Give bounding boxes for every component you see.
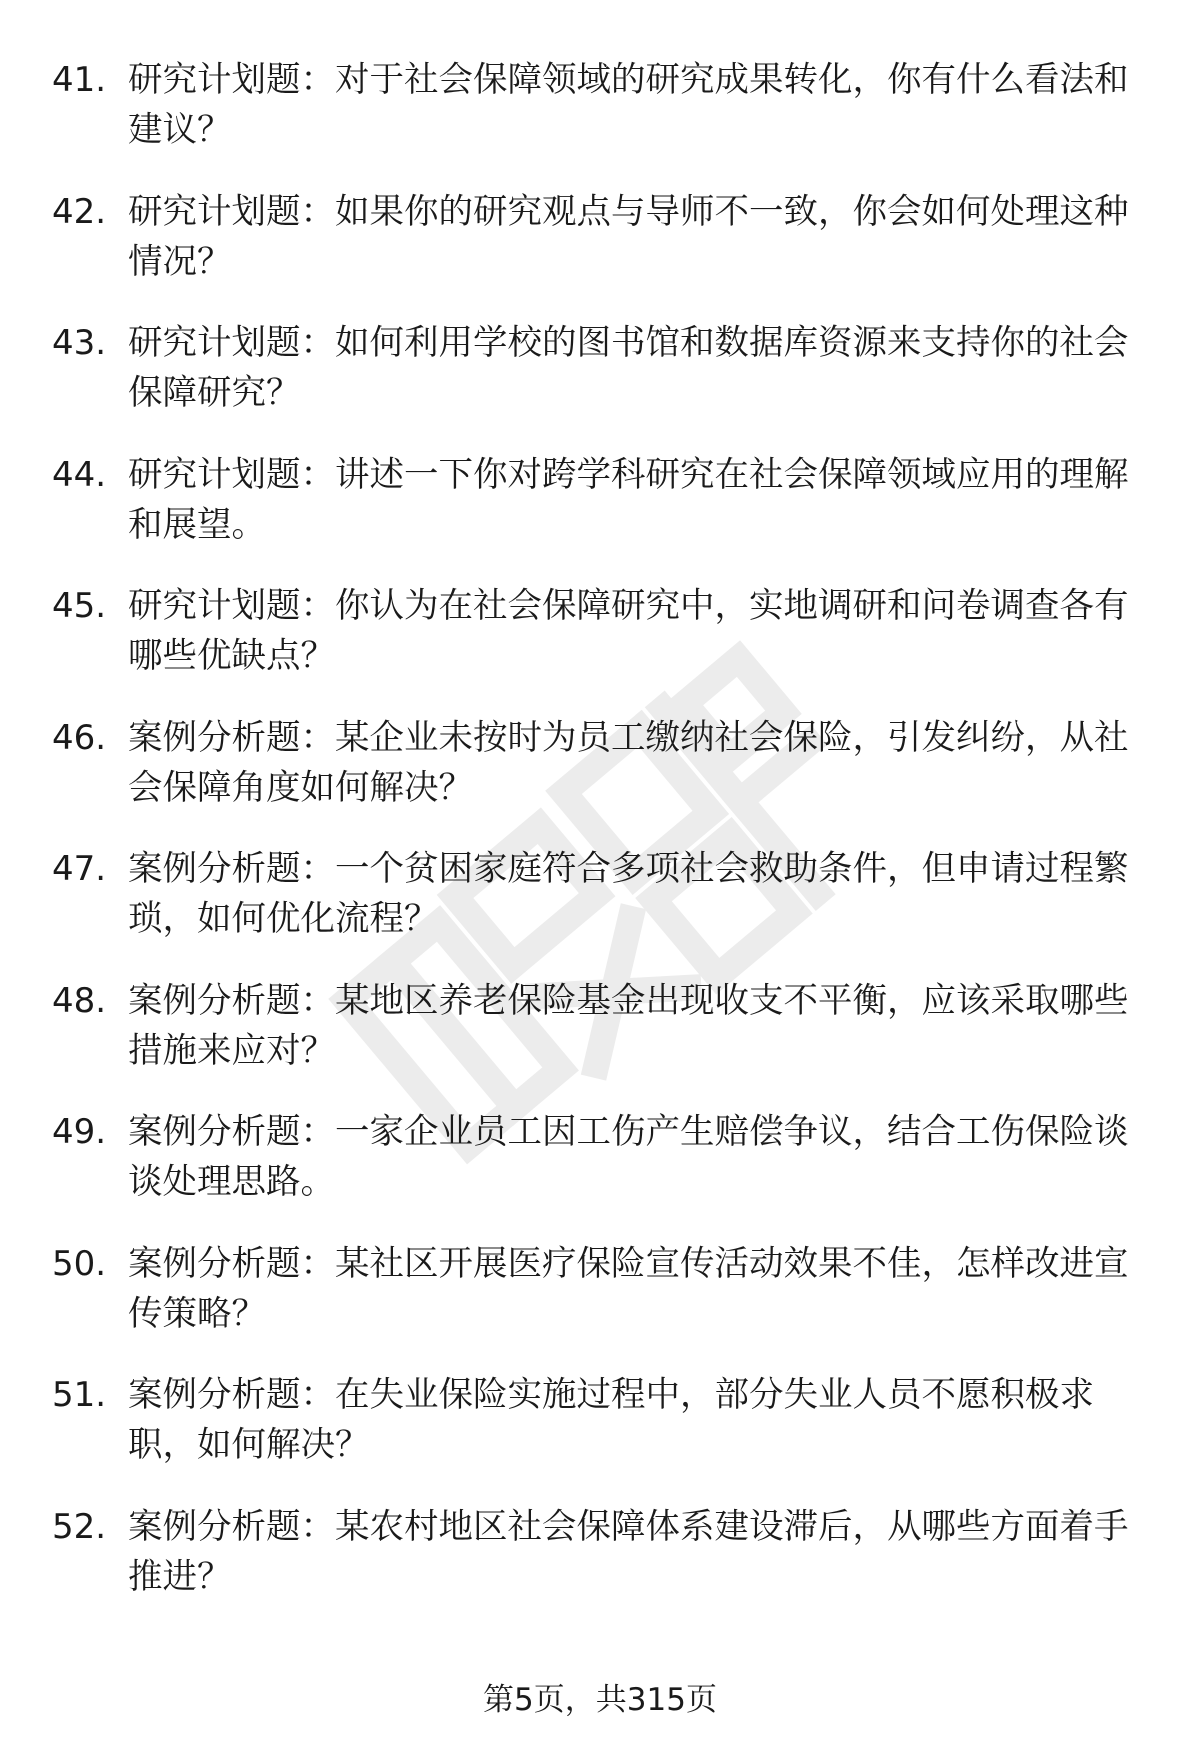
- question-text: 研究计划题：对于社会保障领域的研究成果转化，你有什么看法和建议？: [128, 60, 1129, 150]
- question-number: 49.: [52, 1112, 107, 1152]
- question-text: 研究计划题：你认为在社会保障研究中，实地调研和问卷调查各有哪些优缺点？: [128, 586, 1129, 676]
- question-number: 52.: [52, 1506, 107, 1547]
- question-number: 51.: [52, 1375, 107, 1415]
- question-item: [0, 713, 1200, 845]
- question-item: [0, 844, 1200, 976]
- question-text: 案例分析题：在失业保险实施过程中，部分失业人员不愿积极求职，如何解决？: [128, 1375, 1094, 1465]
- question-number: 45.: [52, 586, 107, 626]
- question-number: 50.: [52, 1243, 107, 1284]
- question-item: [0, 1239, 1200, 1371]
- question-item: [0, 55, 1200, 187]
- question-text: 案例分析题：一个贫困家庭符合多项社会救助条件，但申请过程繁琐，如何优化流程？: [128, 849, 1129, 939]
- question-item: [0, 187, 1200, 319]
- question-number: 48.: [52, 980, 107, 1021]
- question-number: 43.: [52, 323, 107, 363]
- question-text: 研究计划题：如何利用学校的图书馆和数据库资源来支持你的社会保障研究？: [128, 323, 1129, 413]
- page-number-footer: 第5页，共315页: [483, 1682, 717, 1718]
- question-text: 案例分析题：某农村地区社会保障体系建设滞后，从哪些方面着手推进？: [128, 1506, 1129, 1597]
- question-number: 42.: [52, 191, 107, 232]
- question-text: 研究计划题：讲述一下你对跨学科研究在社会保障领域应用的理解和展望。: [128, 454, 1129, 545]
- question-item: [0, 1370, 1200, 1502]
- question-item: [0, 976, 1200, 1108]
- question-number: 46.: [52, 717, 107, 758]
- question-item: [0, 581, 1200, 713]
- question-item: [0, 1502, 1200, 1634]
- question-item: [0, 1107, 1200, 1239]
- question-number: 47.: [52, 849, 107, 889]
- question-number: 44.: [52, 454, 107, 495]
- question-item: [0, 450, 1200, 582]
- question-text: 案例分析题：某社区开展医疗保险宣传活动效果不佳，怎样改进宣传策略？: [128, 1243, 1129, 1334]
- question-text: 案例分析题：某地区养老保险基金出现收支不平衡，应该采取哪些措施来应对？: [128, 980, 1129, 1071]
- question-item: [0, 318, 1200, 450]
- question-list: [0, 55, 1200, 1633]
- question-text: 研究计划题：如果你的研究观点与导师不一致，你会如何处理这种情况？: [128, 191, 1129, 282]
- question-text: 案例分析题：某企业未按时为员工缴纳社会保险，引发纠纷，从社会保障角度如何解决？: [128, 717, 1129, 808]
- question-text: 案例分析题：一家企业员工因工伤产生赔偿争议，结合工伤保险谈谈处理思路。: [128, 1112, 1129, 1202]
- question-number: 41.: [52, 60, 107, 100]
